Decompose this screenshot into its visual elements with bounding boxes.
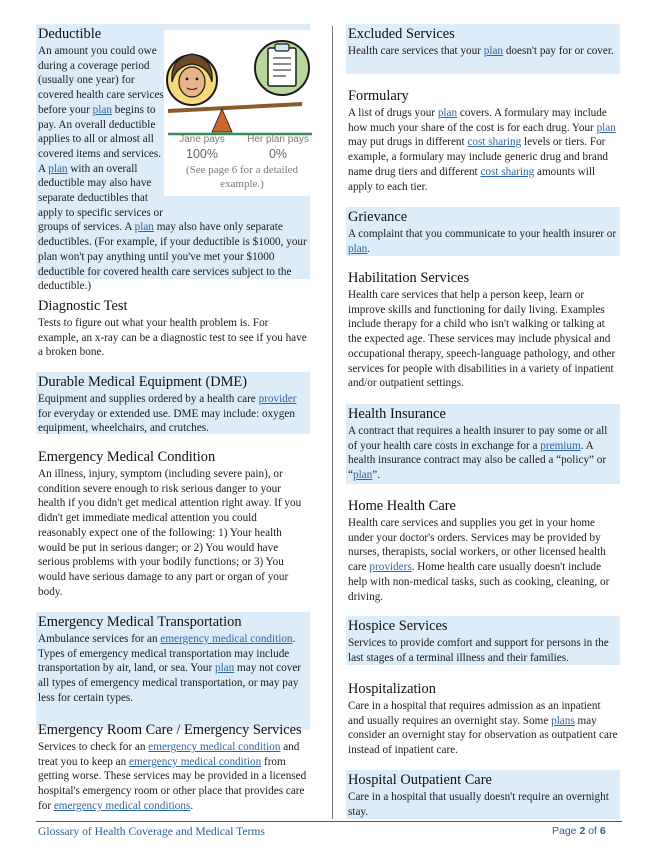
column-divider bbox=[332, 26, 333, 819]
term-definition: Care in a hospital that requires admission as an inpatient and usually requires an overnight stay. Some plans may consider an overnight stay for observation as outpatient care instead of inpatient care. bbox=[348, 700, 618, 757]
emergency-condition-link[interactable]: emergency medical condition bbox=[129, 755, 262, 768]
deductible-definition: An amount you could owe during a coverage period (usually one year) for covered health care services before your plan begins to pay. An overall deductible applies to all or almost all covered items and services. A plan with an overall deductible may also have separate deductibles that apply to specific services or groups of services. A plan may also have only separate deductibles. (For example, if your deductible is $1000, your plan won't pay anything until you've met your $1000 deductible for covered health care services subject to the deductible.) bbox=[38, 45, 307, 293]
term-title: Hospice Services bbox=[348, 618, 448, 634]
term-definition: Tests to figure out what your health problem is. For example, an x-ray can be a diagnostic test to see if you have a broken bone. bbox=[38, 317, 307, 359]
footer-title: Glossary of Health Coverage and Medical Terms bbox=[38, 825, 265, 838]
term-definition: Equipment and supplies ordered by a health care provider for everyday or extended use. DME may include: oxygen equipment, wheelchairs, and crutches. bbox=[38, 393, 297, 435]
plan-pays-label: Her plan pays bbox=[247, 134, 309, 145]
entry-health-insurance bbox=[346, 404, 620, 484]
term-title: Emergency Room Care / Emergency Services bbox=[38, 722, 302, 738]
plan-link[interactable]: plan bbox=[214, 662, 235, 675]
term-title: Hospital Outpatient Care bbox=[348, 772, 492, 788]
entry-formulary bbox=[346, 86, 620, 194]
entry-home-health-care bbox=[346, 496, 620, 604]
term-definition: A list of drugs your plan covers. A formulary may include how much your share of the cost is for each drug. Your plan may put drugs in different cost sharing levels or tiers. For example, a formulary may include generic drug and brand name drug tiers and different cost sharing amounts will apply to each tier. bbox=[348, 107, 616, 193]
entry-habilitation-services bbox=[346, 268, 620, 391]
plan-link[interactable]: plan bbox=[134, 221, 154, 234]
term-definition: Care in a hospital that usually doesn't require an overnight stay. bbox=[348, 791, 609, 818]
emergency-conditions-link[interactable]: emergency medical conditions bbox=[53, 799, 191, 812]
plan-link[interactable]: plan bbox=[437, 107, 458, 119]
term-title: Health Insurance bbox=[348, 406, 446, 422]
plans-link[interactable]: plans bbox=[551, 714, 575, 727]
entry-excluded-services bbox=[346, 24, 620, 74]
premium-link[interactable]: premium bbox=[540, 439, 581, 452]
entry-emergency-medical-condition bbox=[36, 447, 310, 599]
entry-hospitalization bbox=[346, 679, 620, 758]
term-title: Emergency Medical Transportation bbox=[38, 614, 242, 630]
term-definition: Health care services that your plan doesn't pay for or cover. bbox=[348, 45, 614, 57]
plan-pays-percent: 0% bbox=[268, 147, 288, 161]
entry-hospice-services bbox=[346, 616, 620, 665]
plan-link[interactable]: plan bbox=[48, 162, 68, 175]
term-definition: Ambulance services for an emergency medical condition. Types of emergency medical transportation may include transportation by air, land, or sea. Your plan may not cover all types of emergency medical transportation, or may pay less for certain types. bbox=[38, 633, 302, 704]
term-definition: Health care services and supplies you get in your home under your doctor's orders. Services may be provided by nurses, therapists, social workers, or other licensed health care providers. Home health care usually doesn't include help with non-medical tasks, such as cooking, cleaning, or driving. bbox=[348, 517, 610, 603]
footer-rule bbox=[36, 821, 622, 822]
entry-diagnostic-test bbox=[36, 296, 310, 360]
entry-deductible bbox=[36, 24, 310, 293]
term-definition: A complaint that you communicate to your health insurer or plan. bbox=[348, 228, 617, 255]
term-title: Diagnostic Test bbox=[38, 298, 128, 314]
emergency-condition-link[interactable]: emergency medical condition bbox=[160, 633, 293, 645]
term-definition: Services to provide comfort and support for persons in the last stages of a terminal illness and their families. bbox=[348, 637, 609, 664]
cost-sharing-link[interactable]: cost sharing bbox=[467, 136, 522, 149]
term-title: Hospitalization bbox=[348, 681, 436, 697]
term-title: Durable Medical Equipment (DME) bbox=[38, 374, 248, 390]
cost-sharing-link[interactable]: cost sharing bbox=[480, 165, 535, 178]
term-title: Emergency Medical Condition bbox=[38, 449, 216, 465]
term-title: Formulary bbox=[348, 88, 409, 104]
see-page-note: (See page 6 for a detailed example.) bbox=[185, 164, 299, 190]
term-title: Excluded Services bbox=[348, 26, 455, 42]
term-title: Grievance bbox=[348, 209, 408, 225]
term-definition: A contract that requires a health insurer to pay some or all of your health care costs in exchange for a premium. A health insurance contract may also be called a “policy” or “plan”. bbox=[348, 425, 608, 482]
providers-link[interactable]: providers bbox=[369, 561, 412, 574]
plan-link[interactable]: plan bbox=[352, 469, 373, 482]
entry-grievance bbox=[346, 207, 620, 256]
plan-link[interactable]: plan bbox=[483, 45, 504, 57]
term-title: Deductible bbox=[38, 26, 102, 42]
entry-hospital-outpatient-care bbox=[346, 770, 620, 819]
emergency-condition-link[interactable]: emergency medical condition bbox=[148, 741, 281, 753]
plan-link[interactable]: plan bbox=[596, 121, 616, 134]
term-definition: An illness, injury, symptom (including severe pain), or condition severe enough to risk serious danger to your health if you didn't get medical attention right away. If you didn't get immediate medical attention you could reasonably expect one of the following: 1) Your health would be put in serious danger; or 2) You would have serious problems with your bodily functions; or 3) You would have serious damage to any part or organ of your body. bbox=[38, 468, 302, 598]
entry-dme bbox=[36, 372, 310, 434]
term-definition: Services to check for an emergency medical condition and treat you to keep an emergency medical condition from getting worse. These services may be provided in a licensed hospital's emergency room or other place that provides care for emergency medical conditions. bbox=[38, 741, 307, 812]
entry-emergency-transportation bbox=[36, 612, 310, 730]
page-number: Page 2 of 6 bbox=[552, 825, 606, 837]
term-title: Home Health Care bbox=[348, 498, 456, 514]
term-definition: Health care services that help a person keep, learn or improve skills and functioning for daily living. Examples include therapy for a child who isn't walking or talking at the expected age. These services may include physical and occupational therapy, speech-language pathology, and other services for people with disabilities in a variety of inpatient and/or outpatient settings. bbox=[348, 289, 616, 390]
term-title: Habilitation Services bbox=[348, 270, 470, 286]
entry-emergency-room-care bbox=[36, 720, 310, 814]
jane-pays-percent: 100% bbox=[186, 147, 218, 161]
jane-pays-label: Jane pays bbox=[179, 134, 225, 145]
provider-link[interactable]: provider bbox=[258, 393, 297, 405]
plan-link[interactable]: plan bbox=[348, 242, 368, 255]
plan-link[interactable]: plan bbox=[92, 103, 112, 116]
